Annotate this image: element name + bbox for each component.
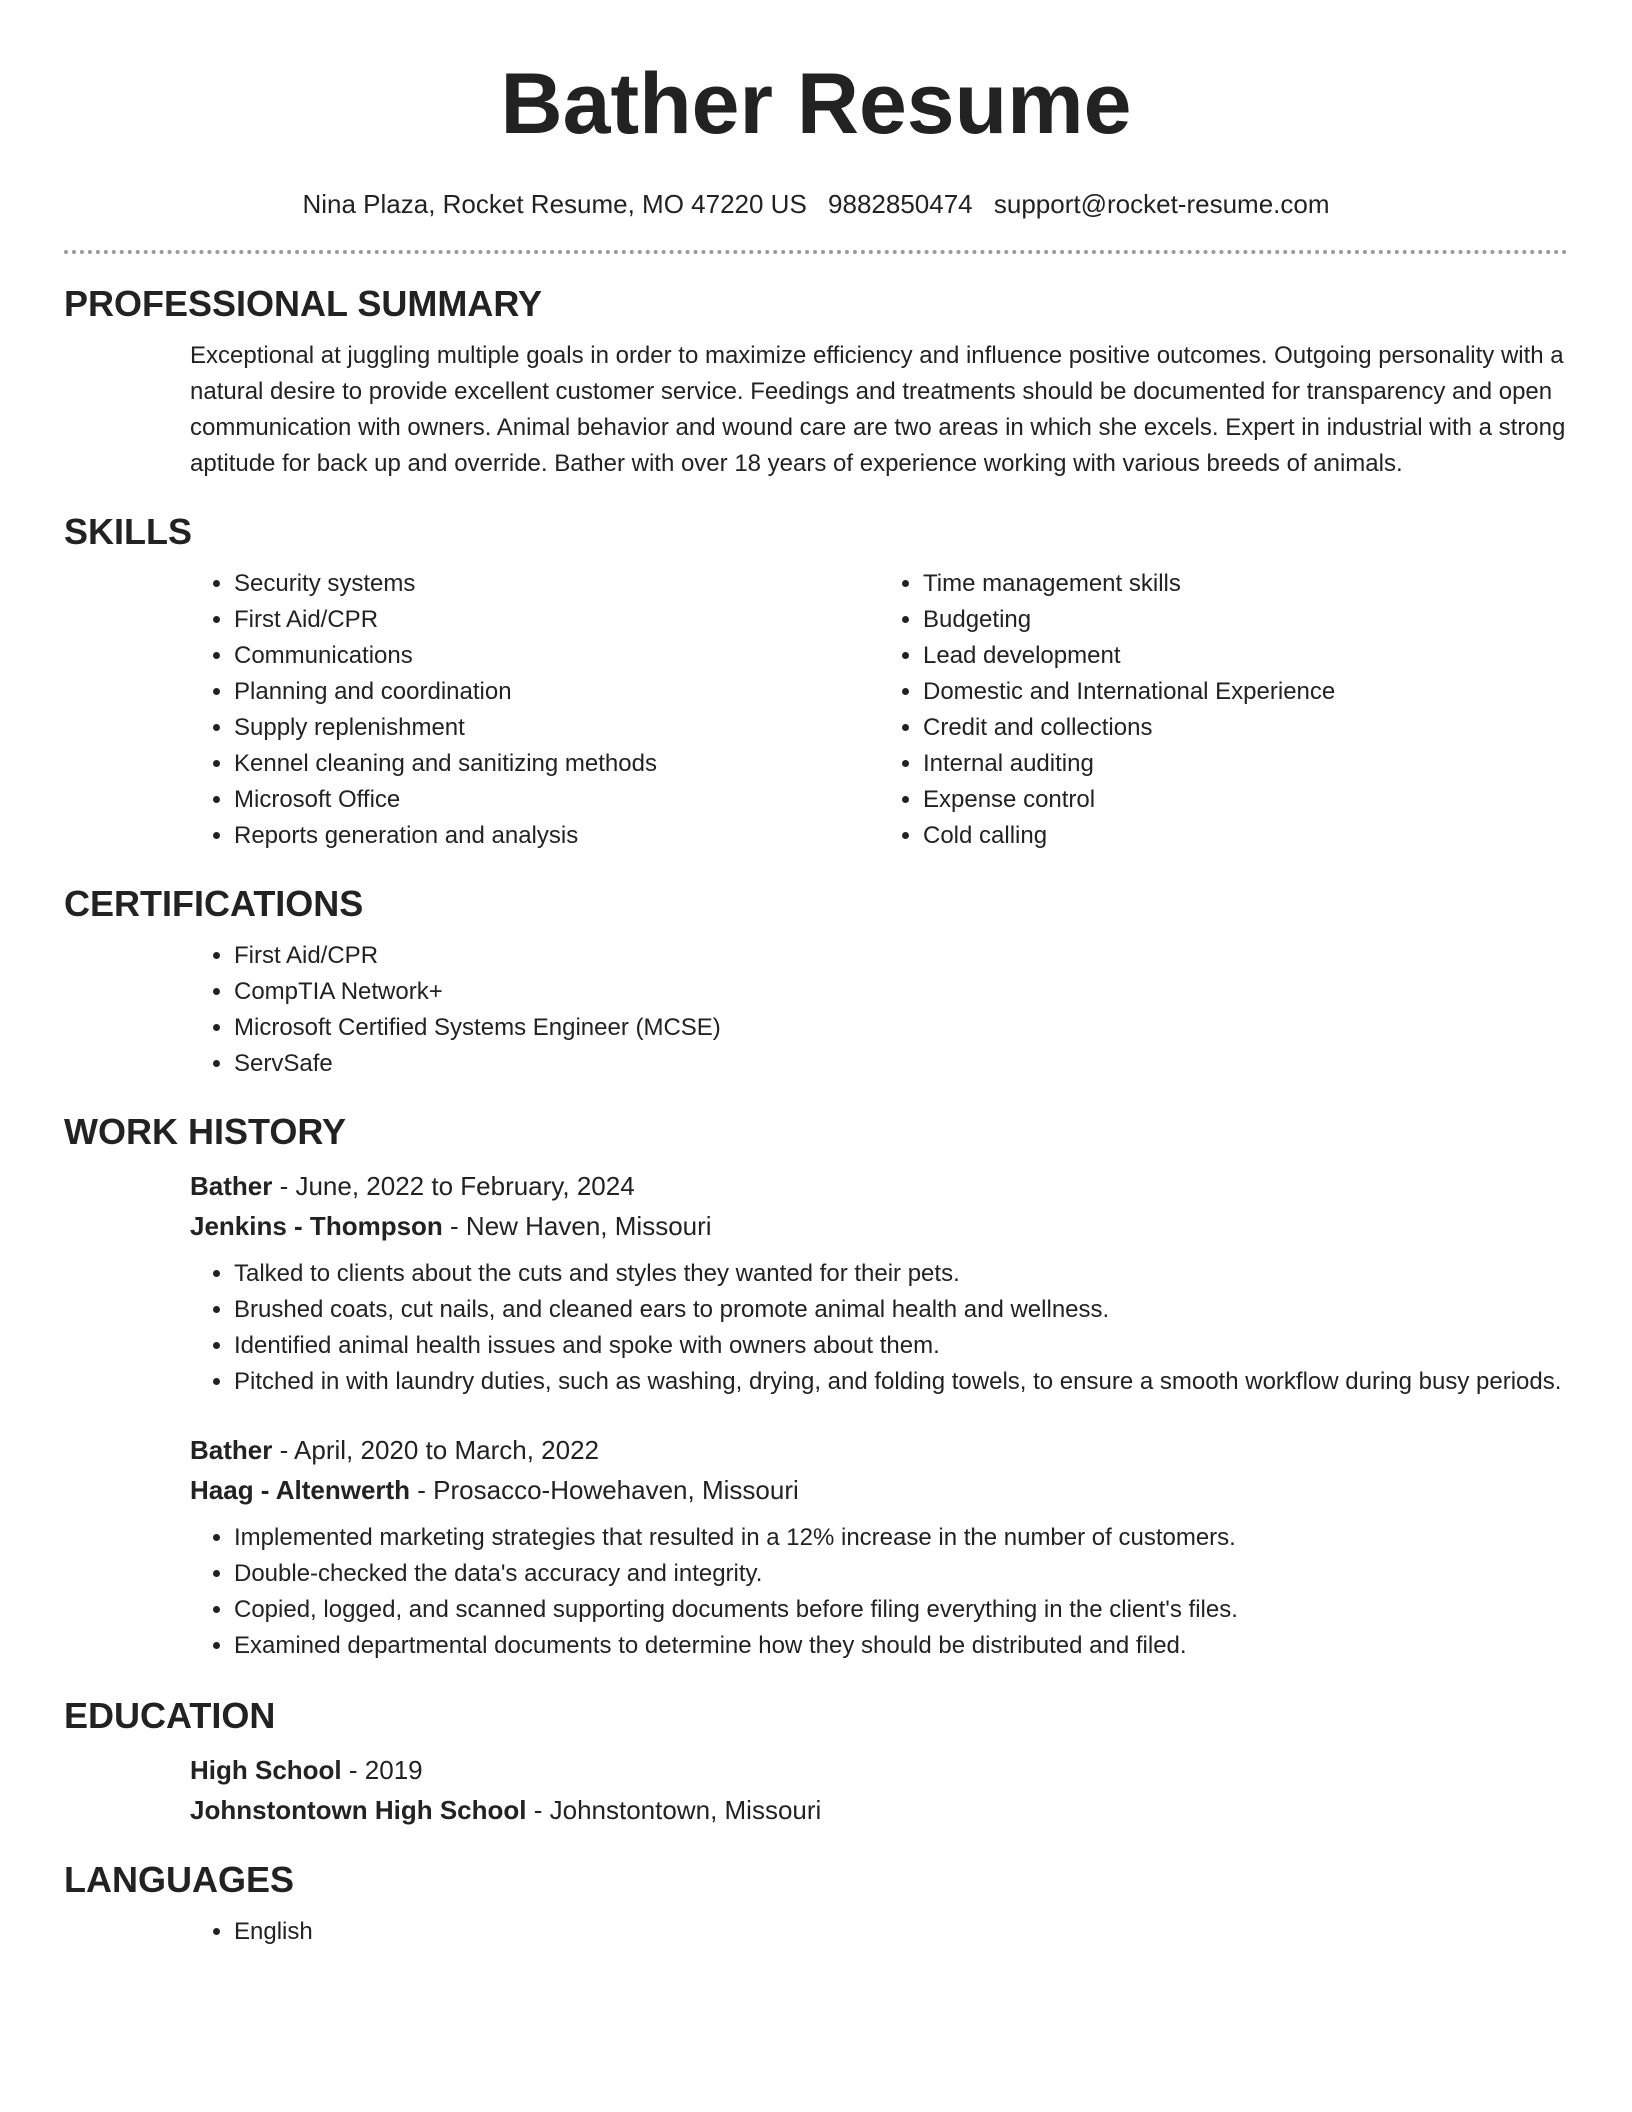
job-entry xyxy=(190,1166,1568,1400)
skills-grid xyxy=(190,566,1568,854)
certifications-list xyxy=(190,938,1568,1082)
job-title-line xyxy=(190,1430,1568,1470)
skill-item: • Cold calling xyxy=(923,818,1568,854)
skill-item: • Domestic and International Experience xyxy=(923,674,1568,710)
language-item: • English xyxy=(234,1914,1568,1950)
education-heading: EDUCATION xyxy=(64,1695,276,1736)
languages-list xyxy=(190,1914,1568,1950)
certifications-heading: CERTIFICATIONS xyxy=(64,883,364,924)
work-history-section xyxy=(64,1110,1568,1664)
education-school-line xyxy=(190,1790,1568,1830)
skill-item: • Internal auditing xyxy=(923,746,1568,782)
skills-list-right xyxy=(879,566,1568,854)
skill-item: • Microsoft Office xyxy=(234,782,879,818)
job-duty: • Examined departmental documents to determine how they should be distributed and filed. xyxy=(234,1628,1568,1664)
job-location: - Prosacco-Howehaven, Missouri xyxy=(410,1475,799,1505)
languages-body xyxy=(190,1914,1568,1950)
job-duty: • Identified animal health issues and spoke with owners about them. xyxy=(234,1328,1568,1364)
education-school: Johnstontown High School xyxy=(190,1795,527,1825)
education-location: - Johnstontown, Missouri xyxy=(526,1795,822,1825)
work-history-body xyxy=(190,1166,1568,1664)
resume-header xyxy=(64,0,1568,220)
resume-title: Bather Resume xyxy=(500,56,1132,152)
education-body xyxy=(190,1750,1568,1830)
job-company-line xyxy=(190,1470,1568,1510)
certifications-section xyxy=(64,882,1568,1082)
skills-section xyxy=(64,510,1568,854)
education-degree-line xyxy=(190,1750,1568,1790)
job-duties xyxy=(190,1520,1568,1664)
skills-list-left xyxy=(190,566,879,854)
certification-item: • ServSafe xyxy=(234,1046,1568,1082)
skills-heading: SKILLS xyxy=(64,511,193,552)
skill-item: • Planning and coordination xyxy=(234,674,879,710)
contact-email: support@rocket-resume.com xyxy=(993,189,1330,219)
job-duty: • Pitched in with laundry duties, such as washing, drying, and folding towels, to ensure a smooth workflow during busy periods. xyxy=(234,1364,1568,1400)
education-degree: High School xyxy=(190,1755,342,1785)
contact-phone: 9882850474 xyxy=(828,189,973,219)
job-company: Jenkins - Thompson xyxy=(190,1211,443,1241)
languages-section xyxy=(64,1858,1568,1950)
certification-item: • First Aid/CPR xyxy=(234,938,1568,974)
job-duties xyxy=(190,1256,1568,1400)
skill-item: • Lead development xyxy=(923,638,1568,674)
job-location: - New Haven, Missouri xyxy=(442,1211,712,1241)
certification-item: • Microsoft Certified Systems Engineer (MCSE) xyxy=(234,1010,1568,1046)
skill-item: • Communications xyxy=(234,638,879,674)
job-dates: - June, 2022 to February, 2024 xyxy=(272,1171,635,1201)
summary-body xyxy=(190,338,1568,482)
skill-item: • Kennel cleaning and sanitizing methods xyxy=(234,746,879,782)
skill-item: • Reports generation and analysis xyxy=(234,818,879,854)
summary-text: Exceptional at juggling multiple goals in order to maximize efficiency and influence positive outcomes. Outgoing personality with a natural desire to provide excellent customer service. Feedings and treatments should be documented for transparency and open communication with owners. Animal behavior and wound care are two areas in which she excels. Expert in industrial with a strong aptitude for back up and override. Bather with over 18 years of experience working with various breeds of animals. xyxy=(190,342,1566,477)
education-year: - 2019 xyxy=(341,1755,423,1785)
contact-address: Nina Plaza, Rocket Resume, MO 47220 US xyxy=(302,189,807,219)
certification-item: • CompTIA Network+ xyxy=(234,974,1568,1010)
summary-section xyxy=(64,282,1568,482)
skill-item: • Security systems xyxy=(234,566,879,602)
job-entry xyxy=(190,1430,1568,1664)
skill-item: • Credit and collections xyxy=(923,710,1568,746)
job-duty: • Talked to clients about the cuts and styles they wanted for their pets. xyxy=(234,1256,1568,1292)
job-title-line xyxy=(190,1166,1568,1206)
job-company: Haag - Altenwerth xyxy=(190,1475,411,1505)
header-divider xyxy=(64,250,1568,254)
job-duty: • Copied, logged, and scanned supporting documents before filing everything in the client's files. xyxy=(234,1592,1568,1628)
skill-item: • Supply replenishment xyxy=(234,710,879,746)
job-role: Bather xyxy=(190,1435,273,1465)
job-role: Bather xyxy=(190,1171,273,1201)
skill-item: • First Aid/CPR xyxy=(234,602,879,638)
contact-line xyxy=(64,188,1568,220)
job-company-line xyxy=(190,1206,1568,1246)
skill-item: • Budgeting xyxy=(923,602,1568,638)
education-section xyxy=(64,1694,1568,1830)
skill-item: • Time management skills xyxy=(923,566,1568,602)
job-duty: • Brushed coats, cut nails, and cleaned ears to promote animal health and wellness. xyxy=(234,1292,1568,1328)
job-dates: - April, 2020 to March, 2022 xyxy=(272,1435,599,1465)
job-duty: • Implemented marketing strategies that resulted in a 12% increase in the number of customers. xyxy=(234,1520,1568,1556)
skill-item: • Expense control xyxy=(923,782,1568,818)
languages-heading: LANGUAGES xyxy=(64,1859,295,1900)
summary-heading: PROFESSIONAL SUMMARY xyxy=(64,283,543,324)
certifications-body xyxy=(190,938,1568,1082)
job-duty: • Double-checked the data's accuracy and integrity. xyxy=(234,1556,1568,1592)
work-history-heading: WORK HISTORY xyxy=(64,1111,347,1152)
